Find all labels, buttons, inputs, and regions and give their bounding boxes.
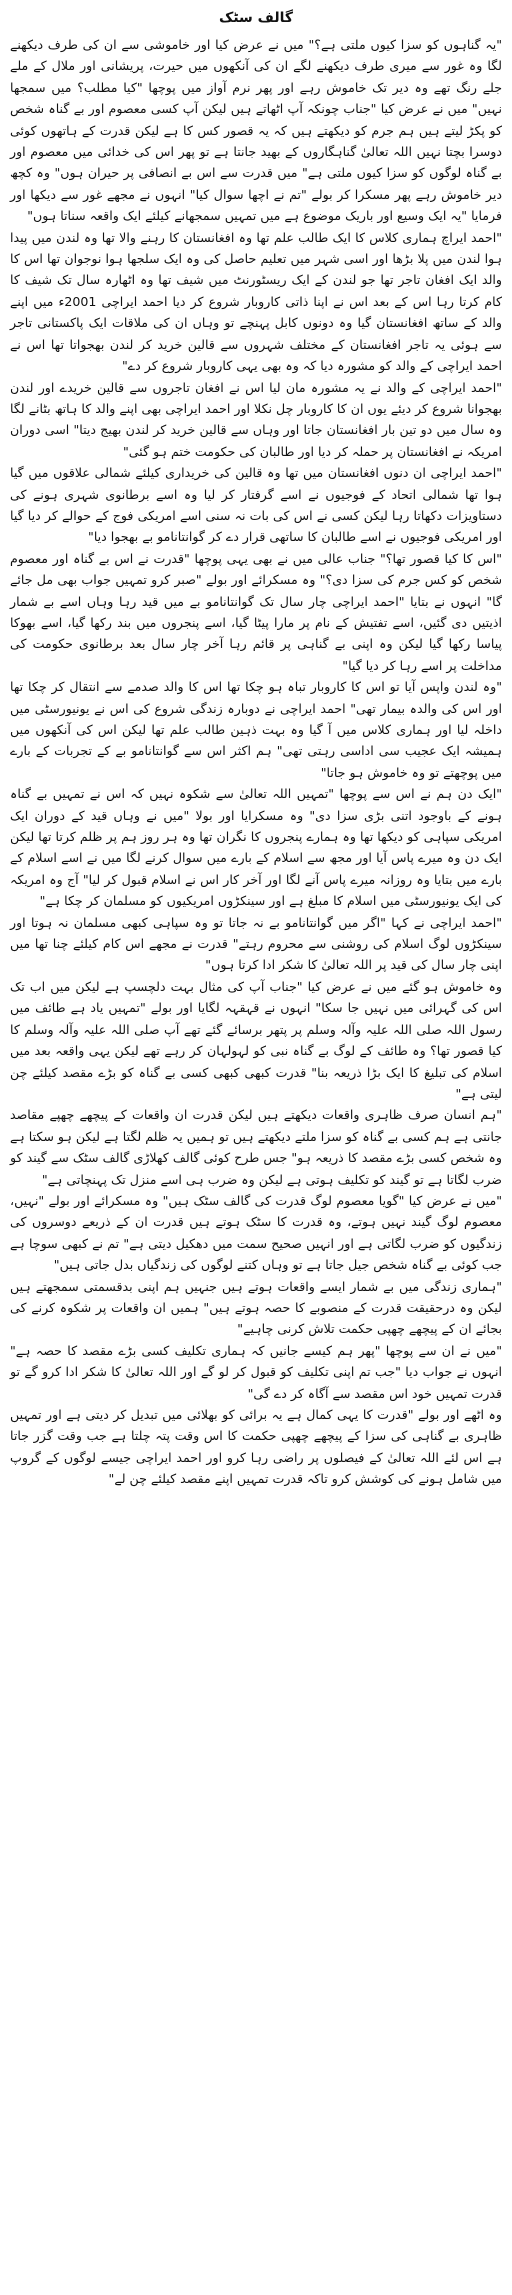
paragraph: "یہ گناہوں کو سزا کیوں ملتی ہے؟" میں نے عرض کیا اور خاموشی سے ان کی طرف دیکھنے لگا وہ غور سے میری طرف دیکھنے لگے ان کی آنکھوں میں حیرت، پریشانی اور ملال کے ملے جلے رنگ تھے وہ دیر تک خاموش رہے اور پھر نرم آواز میں پوچھا "کیا مطلب؟ میں سمجھا نہیں" میں نے عرض کیا "جناب چونکہ آپ اٹھاتے ہیں لیکن آپ کسی معصوم اور بے گناہ شخص کو پکڑ لیتے ہیں ہم جرم کو دیکھتے ہیں کہ یہ قصور کس کا ہے لیکن قدرت کے ہاتھوں کوئی دوسرا بچتا نہیں اللہ تعالیٰ گناہگاروں کے بھید جانتا ہے تو پھر اس کی خدائی میں معصوم اور بے گناہ لوگوں کو سزا کیوں ملتی ہے" میں قدرت سے اس بے انصافی پر حیران ہوں" وہ کچھ دیر خاموش رہے پھر مسکرا کر بولے "تم نے اچھا سوال کیا" انہوں نے مجھے غور سے دیکھا اور فرمایا "یہ ایک وسیع اور باریک موضوع ہے میں تمہیں سمجھانے کیلئے ایک واقعہ سناتا ہوں" <box>10 37 502 224</box>
paragraph: "وہ لندن واپس آیا تو اس کا کاروبار تباہ ہو چکا تھا اس کا والد صدمے سے انتقال کر چکا تھا اور اس کی والدہ بیمار تھی" احمد ایراچی نے دوبارہ زندگی شروع کی اس نے یونیورسٹی میں داخلہ لیا اور ہماری کلاس میں آ گیا وہ بہت ذہین طالب علم تھا لیکن اس کی آنکھوں میں ہمیشہ ایک عجیب سی اداسی رہتی تھی" ہم اکثر اس سے گوانتانامو بے کے تجربات کے بارے میں پوچھتے تو وہ خاموش ہو جاتا" <box>10 679 502 780</box>
article-title: گالف سٹک <box>218 10 294 26</box>
paragraph: "میں نے ان سے پوچھا "پھر ہم کیسے جانیں کہ ہماری تکلیف کسی بڑے مقصد کا حصہ ہے" انہوں نے جواب دیا "جب تم اپنی تکلیف کو قبول کر لو گے اور اللہ تعالیٰ کا شکر ادا کرو گے تو قدرت تمہیں خود اس مقصد سے آگاہ کر دے گی" <box>10 1342 502 1401</box>
paragraph: "احمد ایراچی کے والد نے یہ مشورہ مان لیا اس نے افغان تاجروں سے قالین خریدے اور لندن بھجوانا شروع کر دیئے یوں ان کا کاروبار چل نکلا اور احمد ایراچی بھی اپنے والد کا ہاتھ بٹانے لگا وہ سال میں دو تین بار افغانستان جاتا اور وہاں سے قالین خرید کر لندن بھیج دیتا" اسی دوران امریکہ نے افغانستان پر حملہ کر دیا اور طالبان کی حکومت ختم ہو گئی" <box>10 379 502 459</box>
paragraph: وہ خاموش ہو گئے میں نے عرض کیا "جناب آپ کی مثال بہت دلچسپ ہے لیکن میں اب تک اس کی گہرائی میں نہیں جا سکا" انہوں نے قہقہہ لگایا اور بولے "تمہیں یاد ہے طائف میں رسول اللہ صلی اللہ علیہ وآلہ وسلم پر پتھر برسائے گئے تھے آپ صلی اللہ علیہ وآلہ وسلم کا کیا قصور تھا؟ وہ طائف کے لوگ بے گناہ نبی کو لہولہان کر رہے تھے لیکن یہی واقعہ بعد میں اسلام کی تبلیغ کا ایک بڑا ذریعہ بنا" قدرت کبھی کبھی کسی بے گناہ کو بڑے مقصد کیلئے چن لیتی ہے" <box>10 978 502 1101</box>
paragraph: "ایک دن ہم نے اس سے پوچھا "تمہیں اللہ تعالیٰ سے شکوہ نہیں کہ اس نے تمہیں بے گناہ ہونے کے باوجود اتنی بڑی سزا دی" وہ مسکرایا اور بولا "میں نے وہاں قید کے دوران ایک امریکی سپاہی کو دیکھا تھا وہ ہمارے پنجروں کا نگران تھا وہ ہر روز ہم پر ظلم کرتا تھا لیکن ایک دن وہ میرے پاس آیا اور مجھ سے اسلام کے بارے میں سوال کرنے لگا میں نے اسے اسلام کے بارے میں بتایا وہ روزانہ میرے پاس آنے لگا اور آخر کار اس نے اسلام قبول کر لیا" آج وہ امریکہ کی ایک یونیورسٹی میں اسلام کا مبلغ ہے اور سینکڑوں امریکیوں کو مسلمان کر چکا ہے" <box>10 786 502 909</box>
paragraph: "اس کا کیا قصور تھا؟" جناب عالی میں نے بھی یہی پوچھا "قدرت نے اس بے گناہ اور معصوم شخص کو کس جرم کی سزا دی؟" وہ مسکرائے اور بولے "صبر کرو تمہیں جواب بھی مل جائے گا" انہوں نے بتایا "احمد ایراچی چار سال تک گوانتانامو بے میں قید رہا وہاں اسے بے شمار اذیتیں دی گئیں، اسے تفتیش کے نام پر مارا پیٹا گیا، اسے پنجروں میں بند رکھا گیا، اسے بھوکا پیاسا رکھا گیا لیکن وہ اپنی بے گناہی پر قائم رہا آخر چار سال بعد برطانوی حکومت کی مداخلت پر اسے رہا کر دیا گیا" <box>10 550 502 673</box>
paragraph: "احمد ایراچی نے کہا "اگر میں گوانتانامو بے نہ جاتا تو وہ سپاہی کبھی مسلمان نہ ہوتا اور سینکڑوں لوگ اسلام کی روشنی سے محروم رہتے" قدرت نے مجھے اس کام کیلئے چنا تھا میں اپنی چار سال کی قید پر اللہ تعالیٰ کا شکر ادا کرتا ہوں" <box>10 914 502 973</box>
paragraph: "احمد ایراچ ہماری کلاس کا ایک طالب علم تھا وہ افغانستان کا رہنے والا تھا وہ لندن میں پیدا ہوا لندن میں پلا بڑھا اور اسی شہر میں تعلیم حاصل کی وہ ایک سلجھا ہوا نوجوان تھا اس کا والد ایک افغان تاجر تھا جو لندن کے ایک ریسٹورنٹ میں شیف تھا وہ اٹھارہ سال تک شیف کا کام کرتا رہا اس کے بعد اس نے اپنا ذاتی کاروبار شروع کر دیا احمد ایراچی 2001ء میں اپنے والد کے ساتھ افغانستان گیا وہ دونوں کابل پہنچے تو وہاں ان کی ملاقات ایک پاکستانی تاجر سے ہوئی یہ تاجر افغانستان کے مختلف شہروں سے قالین خرید کر لندن بھجواتا تھا اس نے احمد ایراچی کے والد کو مشورہ دیا کہ وہ بھی یہی کاروبار شروع کر دے" <box>10 229 502 374</box>
paragraph: "میں نے عرض کیا "گویا معصوم لوگ قدرت کی گالف سٹک ہیں" وہ مسکرائے اور بولے "نہیں، معصوم لوگ گیند نہیں ہوتے، وہ قدرت کا سٹک ہوتے ہیں قدرت ان کے ذریعے دوسروں کی زندگیوں کو ضرب لگاتی ہے اور انہیں صحیح سمت میں دھکیل دیتی ہے" تم نے کبھی سوچا ہے جب کوئی بے گناہ شخص جیل جاتا ہے تو وہاں کتنے لوگوں کی زندگیاں بدل جاتی ہیں" <box>10 1192 502 1273</box>
paragraph: "ہماری زندگی میں بے شمار ایسے واقعات ہوتے ہیں جنہیں ہم اپنی بدقسمتی سمجھتے ہیں لیکن وہ درحقیقت قدرت کے منصوبے کا حصہ ہوتے ہیں" ہمیں ان واقعات پر شکوہ کرنے کی بجائے ان کے پیچھے چھپی حکمت تلاش کرنی چاہیے" <box>10 1278 502 1337</box>
paragraph: وہ اٹھے اور بولے "قدرت کا یہی کمال ہے یہ برائی کو بھلائی میں تبدیل کر دیتی ہے اور تمہیں ظاہری بے گناہی کی سزا کے پیچھے چھپی حکمت کا اس وقت پتہ چلتا ہے جب وقت گزر جاتا ہے اس لئے اللہ تعالیٰ کے فیصلوں پر راضی رہا کرو اور احمد ایراچی جیسے لوگوں کے گروپ میں شامل ہونے کی کوشش کرو تاکہ قدرت تمہیں اپنے مقصد کیلئے چن لے" <box>10 1407 502 1487</box>
paragraph: "احمد ایراچی ان دنوں افغانستان میں تھا وہ قالین کی خریداری کیلئے شمالی علاقوں میں گیا ہوا تھا شمالی اتحاد کے فوجیوں نے اسے گرفتار کر لیا وہ اسے برطانوی شہری ہونے کی دستاویزات دکھاتا رہا لیکن کسی نے اس کی بات نہ سنی اسے امریکی فوج کے حوالے کر دیا گیا اور امریکی فوجیوں نے اسے طالبان کا ساتھی قرار دے کر گوانتانامو بے بھجوا دیا" <box>10 465 502 545</box>
article-body <box>10 34 502 1490</box>
paragraph: "ہم انسان صرف ظاہری واقعات دیکھتے ہیں لیکن قدرت ان واقعات کے پیچھے چھپے مقاصد جانتی ہے ہم کسی بے گناہ کو سزا ملتے دیکھتے ہیں تو ہمیں یہ ظلم لگتا ہے لیکن ہو سکتا ہے وہ شخص کسی بڑے مقصد کا ذریعہ ہو" جس طرح کوئی گالف کھلاڑی گالف سٹک سے گیند کو ضرب لگاتا ہے تو گیند کو تکلیف ہوتی ہے لیکن وہ ضرب ہی اسے منزل تک پہنچاتی ہے" <box>10 1107 502 1187</box>
